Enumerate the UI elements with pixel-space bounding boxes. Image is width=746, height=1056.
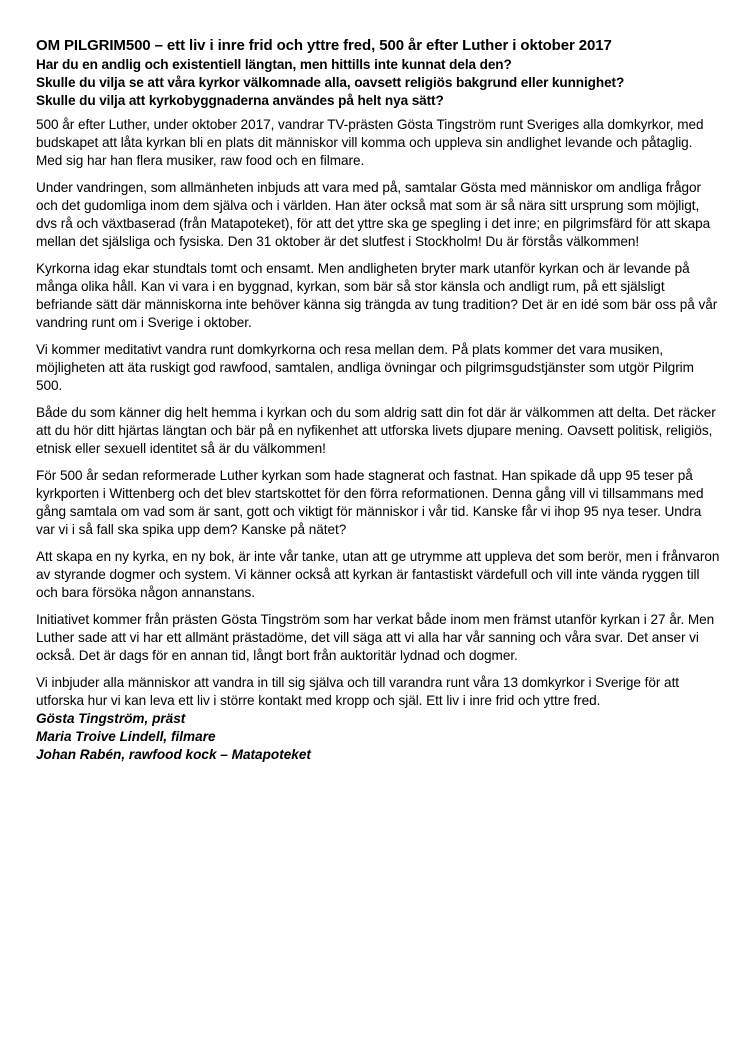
lead-question: Skulle du vilja att kyrkobyggnaderna användes på helt nya sätt? xyxy=(36,93,444,108)
lead-question: Skulle du vilja se att våra kyrkor välkomnade alla, oavsett religiös bakgrund eller kunnighet? xyxy=(36,75,625,90)
signature-line: Maria Troive Lindell, filmare xyxy=(36,729,216,744)
body-paragraph: Under vandringen, som allmänheten inbjuds att vara med på, samtalar Gösta med människor om andliga frågor och det gudomliga inom dem själva och i världen. Han äter också mat som är så nära sitt ursprung som möjligt, dvs rå och växtbaserad (från Matapoteket), för att det yttre ska ge spegling i det inre; en pilgrimsfärd för att skapa mellan det själsliga och fysiska. Den 31 oktober är det slutfest i Stockholm! Du är förstås välkommen! xyxy=(36,180,711,249)
signature-line: Gösta Tingström, präst xyxy=(36,711,186,726)
body-paragraph: Initiativet kommer från prästen Gösta Tingström som har verkat både inom men främst utanför kyrkan i 27 år. Men Luther sade att vi har ett allmänt prästadöme, det vill säga att vi alla har vår sanning och våra svar. Det anser vi också. Det är dags för en annan tid, långt bort från auktoritär lydnad och dogmer. xyxy=(36,612,715,663)
body-paragraph: Kyrkorna idag ekar stundtals tomt och ensamt. Men andligheten bryter mark utanför kyrkan och är levande på många olika håll. Kan vi vara i en byggnad, kyrkan, som bär så stor känsla och andligt rum, på ett själsligt befriande sätt där människorna inte behöver känna sig trängda av tung tradition? Det är en idé som bär oss på vår vandring runt om i Sverige i oktober. xyxy=(36,261,718,330)
body-paragraph: Vi inbjuder alla människor att vandra in till sig själva och till varandra runt våra 13 domkyrkor i Sverige för att utforska hur vi kan leva ett liv i större kontakt med kropp och själ. Ett liv i inre frid och yttre fred. xyxy=(36,675,680,708)
body-paragraph: För 500 år sedan reformerade Luther kyrkan som hade stagnerat och fastnat. Han spikade då upp 95 teser på kyrkporten i Wittenberg och det blev startskottet för den förra reformationen. Denna gång vill vi tillsammans med gång samtala om vad som är sant, gott och viktigt för människor i vår tid. Kanske får vi ihop 95 nya teser. Undra var vi i så fall ska spika upp dem? Kanske på nätet? xyxy=(36,468,704,537)
lead-question: Har du en andlig och existentiell längtan, men hittills inte kunnat dela den? xyxy=(36,57,512,72)
document-title: OM PILGRIM500 – ett liv i inre frid och yttre fred, 500 år efter Luther i oktober 2017 xyxy=(36,37,612,54)
document-page xyxy=(36,36,720,764)
body-paragraph: Vi kommer meditativt vandra runt domkyrkorna och resa mellan dem. På plats kommer det vara musiken, möjligheten att äta ruskigt god rawfood, samtalen, andliga övningar och pilgrimsgudstjänster som utgör Pilgrim 500. xyxy=(36,342,694,393)
lead-questions xyxy=(36,56,720,110)
body-paragraph: Att skapa en ny kyrka, en ny bok, är inte vår tanke, utan att ge utrymme att uppleva det som berör, men i frånvaron av styrande dogmer och system. Vi känner också att kyrkan är fantastiskt värdefull och vill inte vända ryggen till och bara försöka någon annanstans. xyxy=(36,549,720,600)
body-paragraph: Både du som känner dig helt hemma i kyrkan och du som aldrig satt din fot där är välkommen att delta. Det räcker att du hör ditt hjärtas längtan och bär på en nyfikenhet att utforska livets djupare mening. Oavsett politisk, religiös, etnisk eller sexuell identitet så är du välkommen! xyxy=(36,405,716,456)
body-paragraph: 500 år efter Luther, under oktober 2017, vandrar TV-prästen Gösta Tingström runt Sveriges alla domkyrkor, med budskapet att låta kyrkan bli en plats dit människor vill komma och uppleva sin andlighet levande och påtaglig. Med sig har han flera musiker, raw food och en filmare. xyxy=(36,117,704,168)
signature-block xyxy=(36,710,720,764)
signature-line: Johan Rabén, rawfood kock – Matapoteket xyxy=(36,747,311,762)
